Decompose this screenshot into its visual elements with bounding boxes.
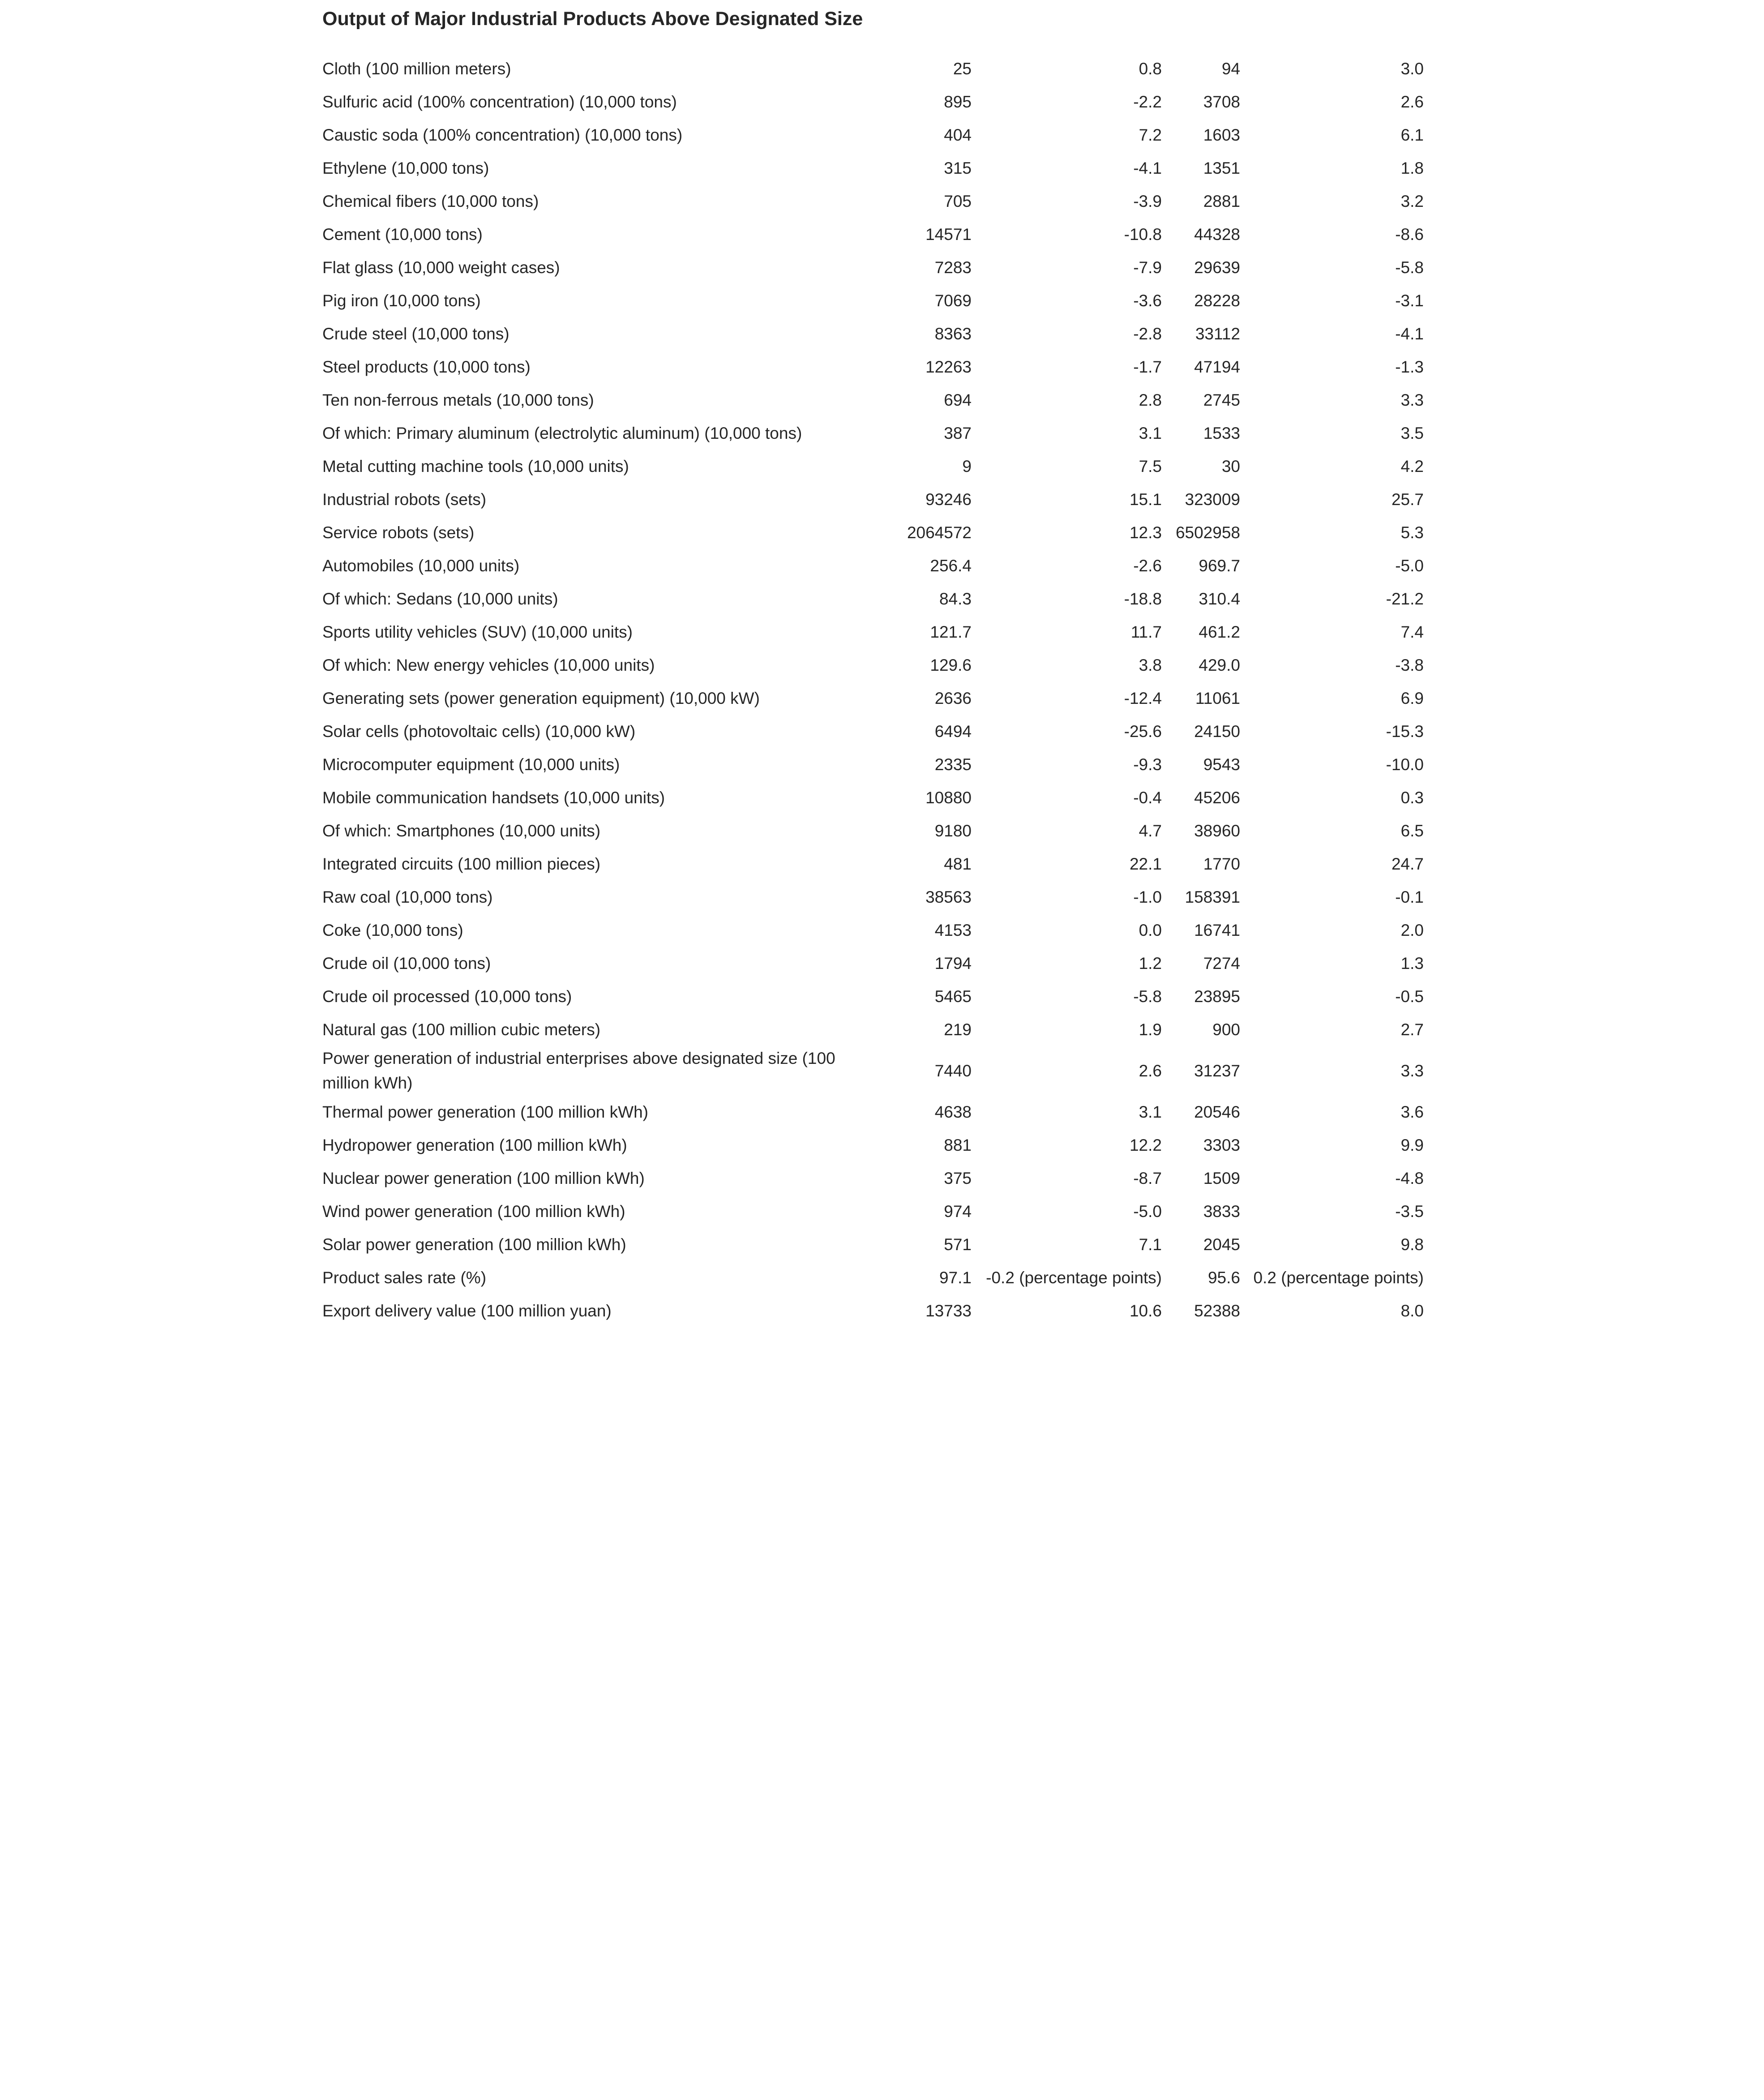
row-value-2: -2.8 — [1133, 324, 1162, 343]
row-label: Generating sets (power generation equipment) (10,000 kW) — [322, 689, 760, 707]
row-label: Crude oil processed (10,000 tons) — [322, 987, 572, 1006]
row-value-4: 3.5 — [1400, 424, 1424, 442]
table-row — [322, 814, 1424, 847]
row-value-3: 1603 — [1203, 125, 1240, 144]
table-row — [322, 549, 1424, 582]
row-value-1: 404 — [944, 125, 972, 144]
row-value-2: 3.8 — [1139, 656, 1162, 674]
table-row — [322, 980, 1424, 1013]
table-row — [322, 880, 1424, 913]
table-row — [322, 184, 1424, 218]
row-value-1: 8363 — [934, 324, 972, 343]
row-label: Hydropower generation (100 million kWh) — [322, 1136, 627, 1154]
row-value-1: 2335 — [934, 755, 972, 774]
row-value-4: -3.5 — [1395, 1202, 1424, 1221]
table-row — [322, 781, 1424, 814]
row-label: Raw coal (10,000 tons) — [322, 887, 493, 906]
table-row — [322, 483, 1424, 516]
table-row — [322, 350, 1424, 383]
row-label: Of which: Sedans (10,000 units) — [322, 589, 558, 608]
row-value-3: 28228 — [1194, 291, 1240, 310]
row-value-1: 6494 — [934, 722, 972, 741]
row-value-1: 14571 — [925, 225, 972, 244]
row-value-4: 9.8 — [1400, 1235, 1424, 1254]
row-value-2: -1.0 — [1133, 887, 1162, 906]
row-value-2: 7.2 — [1139, 125, 1162, 144]
table-row — [322, 1046, 1424, 1095]
table-row — [322, 947, 1424, 980]
row-value-2: -25.6 — [1124, 722, 1162, 741]
row-value-2: -0.2 (percentage points) — [986, 1268, 1162, 1287]
document-page — [322, 0, 1424, 1327]
page-title: Output of Major Industrial Products Above Designated Size — [322, 8, 863, 30]
row-value-3: 29639 — [1194, 258, 1240, 277]
row-value-4: 8.0 — [1400, 1301, 1424, 1320]
table-row — [322, 151, 1424, 184]
row-value-2: 7.5 — [1139, 457, 1162, 476]
table-row — [322, 317, 1424, 350]
row-label: Ethylene (10,000 tons) — [322, 159, 489, 177]
row-value-2: -2.2 — [1133, 92, 1162, 111]
row-value-2: -9.3 — [1133, 755, 1162, 774]
row-label: Thermal power generation (100 million kWh) — [322, 1102, 648, 1121]
row-value-2: 7.1 — [1139, 1235, 1162, 1254]
table-row — [322, 715, 1424, 748]
row-value-1: 895 — [944, 92, 972, 111]
row-value-1: 2064572 — [907, 523, 972, 542]
row-value-3: 1509 — [1203, 1169, 1240, 1187]
row-value-1: 481 — [944, 854, 972, 873]
row-value-3: 44328 — [1194, 225, 1240, 244]
row-value-4: -10.0 — [1386, 755, 1424, 774]
row-value-4: 1.8 — [1400, 159, 1424, 177]
row-value-4: -3.8 — [1395, 656, 1424, 674]
row-label: Product sales rate (%) — [322, 1268, 487, 1287]
row-value-3: 3303 — [1203, 1136, 1240, 1154]
row-value-3: 461.2 — [1199, 622, 1240, 641]
row-value-2: 2.6 — [1139, 1061, 1162, 1080]
row-value-4: 2.0 — [1400, 921, 1424, 939]
table-body — [322, 52, 1424, 1327]
row-label: Industrial robots (sets) — [322, 490, 487, 509]
row-label: Power generation of industrial enterprises above designated size (100 million kWh) — [322, 1049, 835, 1092]
table-row — [322, 516, 1424, 549]
row-value-4: 0.3 — [1400, 788, 1424, 807]
table-row — [322, 681, 1424, 715]
row-label: Cloth (100 million meters) — [322, 59, 511, 78]
row-value-4: 3.2 — [1400, 192, 1424, 210]
table-row — [322, 450, 1424, 483]
table-row — [322, 748, 1424, 781]
row-value-4: 6.9 — [1400, 689, 1424, 707]
row-value-2: -2.6 — [1133, 556, 1162, 575]
row-value-4: 25.7 — [1391, 490, 1424, 509]
row-value-4: 24.7 — [1391, 854, 1424, 873]
row-label: Automobiles (10,000 units) — [322, 556, 520, 575]
row-value-2: -5.0 — [1133, 1202, 1162, 1221]
row-value-1: 315 — [944, 159, 972, 177]
row-value-4: -0.5 — [1395, 987, 1424, 1006]
table-row — [322, 1161, 1424, 1195]
row-value-1: 93246 — [925, 490, 972, 509]
row-value-4: 3.3 — [1400, 1061, 1424, 1080]
row-value-2: 0.0 — [1139, 921, 1162, 939]
row-value-2: 12.2 — [1129, 1136, 1162, 1154]
row-value-1: 4153 — [934, 921, 972, 939]
row-value-4: 6.5 — [1400, 821, 1424, 840]
row-value-4: -5.8 — [1395, 258, 1424, 277]
row-value-4: 5.3 — [1400, 523, 1424, 542]
row-value-3: 323009 — [1185, 490, 1240, 509]
row-label: Integrated circuits (100 million pieces) — [322, 854, 601, 873]
row-value-2: 11.7 — [1130, 622, 1162, 641]
row-value-2: -18.8 — [1124, 589, 1162, 608]
row-value-3: 94 — [1221, 59, 1240, 78]
row-label: Flat glass (10,000 weight cases) — [322, 258, 560, 277]
row-value-2: 0.8 — [1139, 59, 1162, 78]
row-value-4: 7.4 — [1400, 622, 1424, 641]
table-row — [322, 648, 1424, 681]
row-label: Steel products (10,000 tons) — [322, 357, 531, 376]
row-label: Caustic soda (100% concentration) (10,000 tons) — [322, 125, 683, 144]
row-value-1: 7440 — [934, 1061, 972, 1080]
row-value-4: -15.3 — [1386, 722, 1424, 741]
row-value-3: 38960 — [1194, 821, 1240, 840]
row-label: Nuclear power generation (100 million kWh) — [322, 1169, 645, 1187]
row-value-1: 38563 — [925, 887, 972, 906]
row-value-1: 25 — [953, 59, 972, 78]
row-value-3: 2881 — [1203, 192, 1240, 210]
row-value-2: 15.1 — [1129, 490, 1162, 509]
row-value-3: 24150 — [1194, 722, 1240, 741]
row-value-3: 23895 — [1194, 987, 1240, 1006]
industrial-output-table — [322, 52, 1424, 1327]
row-value-1: 705 — [944, 192, 972, 210]
row-value-3: 3833 — [1203, 1202, 1240, 1221]
row-value-2: 2.8 — [1139, 390, 1162, 409]
table-row — [322, 582, 1424, 615]
row-value-4: -3.1 — [1395, 291, 1424, 310]
row-value-2: -8.7 — [1133, 1169, 1162, 1187]
row-label: Crude oil (10,000 tons) — [322, 954, 491, 973]
table-row — [322, 847, 1424, 880]
row-value-4: 3.0 — [1400, 59, 1424, 78]
row-value-3: 2745 — [1203, 390, 1240, 409]
row-value-2: 22.1 — [1129, 854, 1162, 873]
table-row — [322, 218, 1424, 251]
row-value-2: 3.1 — [1139, 424, 1162, 442]
row-value-4: 4.2 — [1400, 457, 1424, 476]
row-label: Export delivery value (100 million yuan) — [322, 1301, 612, 1320]
row-value-2: -5.8 — [1133, 987, 1162, 1006]
table-row — [322, 615, 1424, 648]
row-value-3: 9543 — [1203, 755, 1240, 774]
table-row — [322, 1228, 1424, 1261]
row-value-3: 310.4 — [1199, 589, 1240, 608]
table-row — [322, 913, 1424, 947]
table-row — [322, 284, 1424, 317]
table-row — [322, 52, 1424, 85]
row-value-2: -0.4 — [1133, 788, 1162, 807]
row-value-3: 1770 — [1203, 854, 1240, 873]
row-label: Sulfuric acid (100% concentration) (10,000 tons) — [322, 92, 677, 111]
table-row — [322, 1294, 1424, 1327]
row-value-1: 7283 — [934, 258, 972, 277]
table-row — [322, 1261, 1424, 1294]
row-value-1: 1794 — [934, 954, 972, 973]
row-label: Wind power generation (100 million kWh) — [322, 1202, 625, 1221]
row-value-4: -4.8 — [1395, 1169, 1424, 1187]
row-label: Coke (10,000 tons) — [322, 921, 463, 939]
row-value-1: 12263 — [925, 357, 972, 376]
row-value-1: 84.3 — [939, 589, 972, 608]
row-value-4: -4.1 — [1395, 324, 1424, 343]
row-value-1: 10880 — [925, 788, 972, 807]
row-value-3: 2045 — [1203, 1235, 1240, 1254]
row-value-3: 900 — [1212, 1020, 1240, 1039]
row-value-2: -4.1 — [1133, 159, 1162, 177]
row-value-4: 3.3 — [1400, 390, 1424, 409]
table-row — [322, 416, 1424, 450]
row-value-2: -10.8 — [1124, 225, 1162, 244]
row-value-4: 9.9 — [1400, 1136, 1424, 1154]
row-label: Pig iron (10,000 tons) — [322, 291, 481, 310]
row-value-3: 429.0 — [1199, 656, 1240, 674]
row-value-4: -0.1 — [1395, 887, 1424, 906]
row-value-2: 1.2 — [1139, 954, 1162, 973]
row-value-3: 16741 — [1194, 921, 1240, 939]
row-label: Of which: Primary aluminum (electrolytic aluminum) (10,000 tons) — [322, 424, 802, 442]
row-label: Ten non-ferrous metals (10,000 tons) — [322, 390, 594, 409]
row-value-3: 95.6 — [1207, 1268, 1240, 1287]
table-row — [322, 1195, 1424, 1228]
row-value-1: 4638 — [934, 1102, 972, 1121]
row-label: Mobile communication handsets (10,000 units) — [322, 788, 665, 807]
row-label: Metal cutting machine tools (10,000 units) — [322, 457, 629, 476]
row-value-4: 2.6 — [1400, 92, 1424, 111]
row-value-4: -21.2 — [1386, 589, 1424, 608]
row-value-3: 11061 — [1195, 689, 1240, 707]
row-value-3: 1533 — [1203, 424, 1240, 442]
row-label: Of which: New energy vehicles (10,000 units) — [322, 656, 655, 674]
row-value-2: 10.6 — [1129, 1301, 1162, 1320]
row-value-2: 1.9 — [1139, 1020, 1162, 1039]
row-label: Chemical fibers (10,000 tons) — [322, 192, 539, 210]
row-value-1: 7069 — [934, 291, 972, 310]
row-value-1: 375 — [944, 1169, 972, 1187]
table-row — [322, 1095, 1424, 1128]
row-value-2: -1.7 — [1133, 357, 1162, 376]
row-value-3: 30 — [1221, 457, 1240, 476]
row-value-1: 2636 — [934, 689, 972, 707]
row-label: Solar power generation (100 million kWh) — [322, 1235, 626, 1254]
row-value-4: 3.6 — [1400, 1102, 1424, 1121]
row-value-1: 219 — [944, 1020, 972, 1039]
row-value-1: 9 — [962, 457, 972, 476]
row-value-1: 121.7 — [930, 622, 972, 641]
row-label: Microcomputer equipment (10,000 units) — [322, 755, 620, 774]
row-value-3: 158391 — [1185, 887, 1240, 906]
row-value-4: -5.0 — [1395, 556, 1424, 575]
table-row — [322, 383, 1424, 416]
row-value-4: 0.2 (percentage points) — [1253, 1268, 1424, 1287]
row-value-3: 1351 — [1203, 159, 1240, 177]
table-row — [322, 251, 1424, 284]
row-value-4: 6.1 — [1400, 125, 1424, 144]
row-value-1: 13733 — [925, 1301, 972, 1320]
row-value-1: 694 — [944, 390, 972, 409]
row-value-3: 7274 — [1203, 954, 1240, 973]
row-value-3: 31237 — [1194, 1061, 1240, 1080]
row-label: Sports utility vehicles (SUV) (10,000 units) — [322, 622, 633, 641]
table-row — [322, 118, 1424, 151]
row-value-2: 3.1 — [1139, 1102, 1162, 1121]
row-value-1: 256.4 — [930, 556, 972, 575]
row-value-2: -12.4 — [1124, 689, 1162, 707]
row-value-3: 6502958 — [1175, 523, 1240, 542]
row-value-3: 45206 — [1194, 788, 1240, 807]
row-value-3: 33112 — [1195, 324, 1240, 343]
row-value-1: 9180 — [934, 821, 972, 840]
row-value-4: -1.3 — [1395, 357, 1424, 376]
row-value-1: 974 — [944, 1202, 972, 1221]
row-value-3: 3708 — [1203, 92, 1240, 111]
row-label: Service robots (sets) — [322, 523, 475, 542]
row-label: Natural gas (100 million cubic meters) — [322, 1020, 601, 1039]
row-label: Solar cells (photovoltaic cells) (10,000 kW) — [322, 722, 636, 741]
row-value-4: 1.3 — [1400, 954, 1424, 973]
row-value-3: 52388 — [1194, 1301, 1240, 1320]
row-value-2: -7.9 — [1133, 258, 1162, 277]
table-row — [322, 1128, 1424, 1161]
table-row — [322, 1013, 1424, 1046]
row-value-1: 129.6 — [930, 656, 972, 674]
row-value-3: 20546 — [1194, 1102, 1240, 1121]
row-value-1: 5465 — [934, 987, 972, 1006]
table-row — [322, 85, 1424, 118]
row-value-2: -3.9 — [1133, 192, 1162, 210]
row-label: Of which: Smartphones (10,000 units) — [322, 821, 601, 840]
row-value-2: -3.6 — [1133, 291, 1162, 310]
row-value-2: 4.7 — [1139, 821, 1162, 840]
row-label: Crude steel (10,000 tons) — [322, 324, 510, 343]
row-value-1: 571 — [944, 1235, 972, 1254]
row-value-3: 969.7 — [1199, 556, 1240, 575]
row-value-3: 47194 — [1194, 357, 1240, 376]
row-value-1: 881 — [944, 1136, 972, 1154]
row-value-1: 97.1 — [939, 1268, 972, 1287]
row-value-2: 12.3 — [1129, 523, 1162, 542]
row-label: Cement (10,000 tons) — [322, 225, 483, 244]
row-value-4: 2.7 — [1400, 1020, 1424, 1039]
row-value-1: 387 — [944, 424, 972, 442]
row-value-4: -8.6 — [1395, 225, 1424, 244]
